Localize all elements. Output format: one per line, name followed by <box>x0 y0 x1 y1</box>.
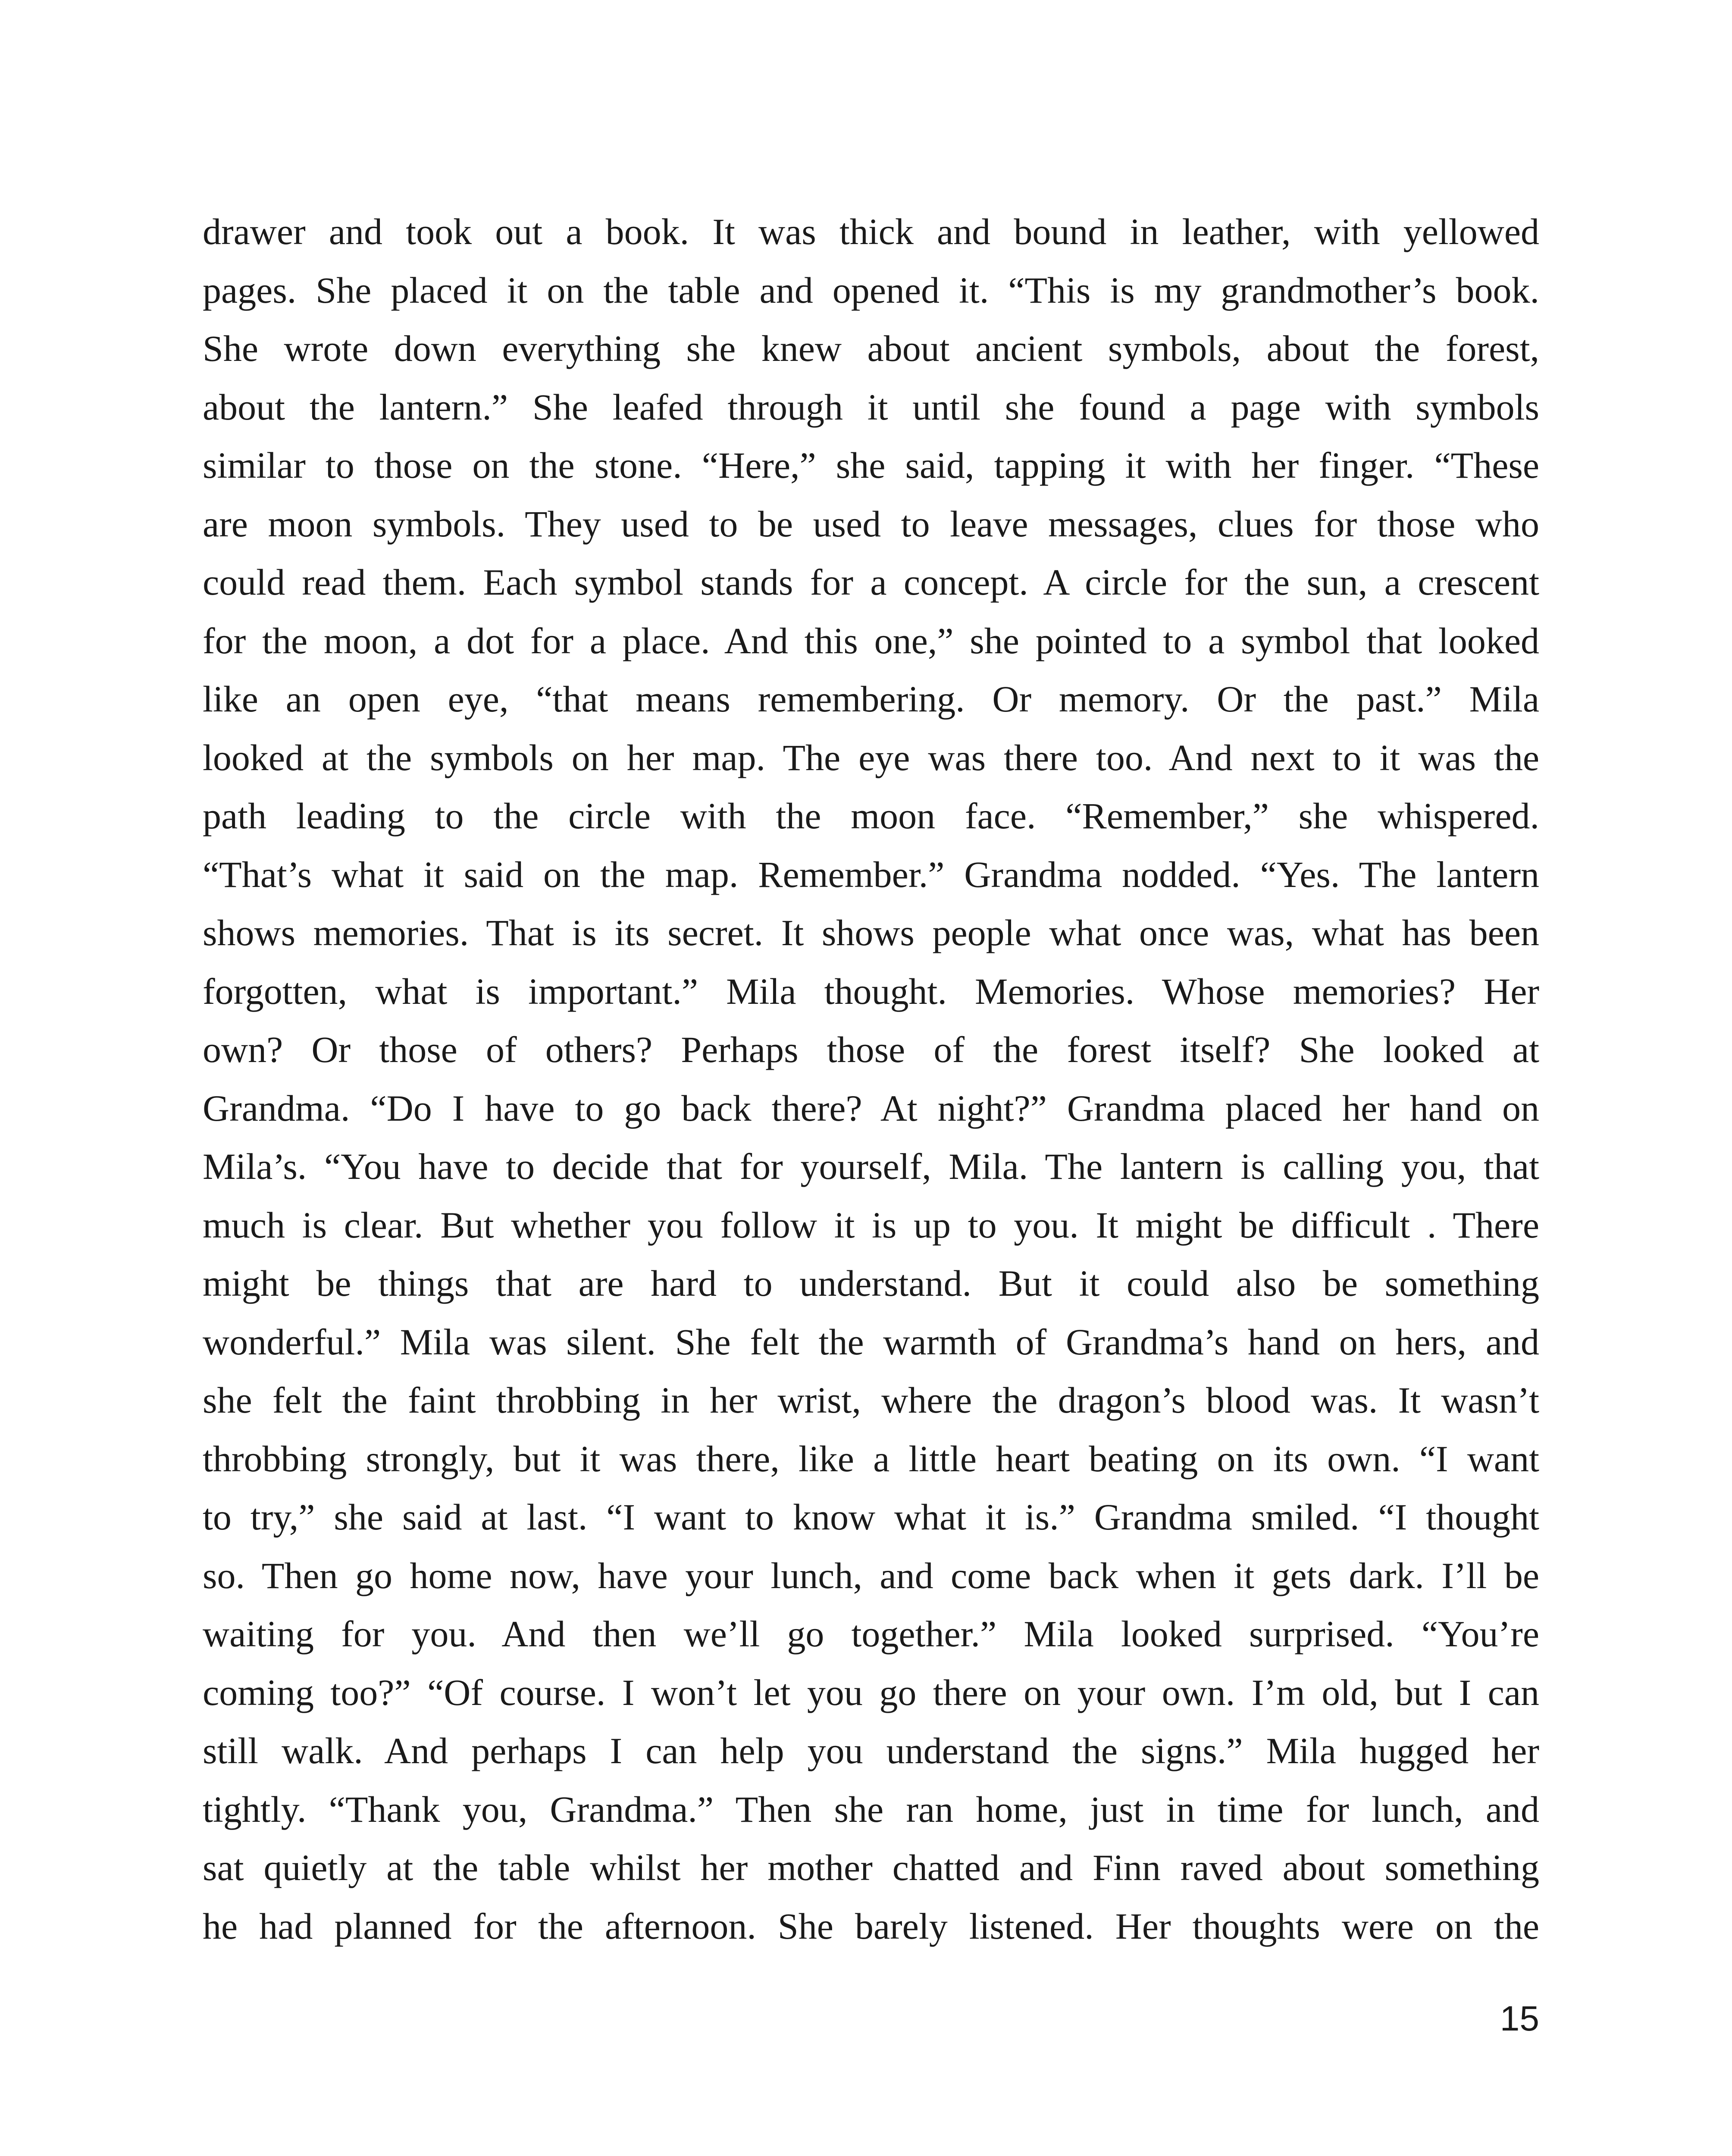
text-line: still walk. And perhaps I can help you understand the signs.” Mila hugged her <box>203 1730 1539 1771</box>
text-line: coming too?” “Of course. I won’t let you go there on your own. I’m old, but I can <box>203 1671 1539 1713</box>
text-line: forgotten, what is important.” Mila thought. Memories. Whose memories? Her <box>203 970 1539 1012</box>
text-line: Mila’s. “You have to decide that for yourself, Mila. The lantern is calling you, that <box>203 1146 1539 1187</box>
text-line: for the moon, a dot for a place. And this one,” she pointed to a symbol that looked <box>203 620 1539 661</box>
text-line: she felt the faint throbbing in her wrist, where the dragon’s blood was. It wasn’t <box>203 1379 1539 1421</box>
text-line: She wrote down everything she knew about ancient symbols, about the forest, <box>203 328 1539 369</box>
text-line: are moon symbols. They used to be used to leave messages, clues for those who <box>203 503 1539 545</box>
text-line: path leading to the circle with the moon face. “Remember,” she whispered. <box>203 795 1539 837</box>
text-line: throbbing strongly, but it was there, like a little heart beating on its own. “I want <box>203 1438 1539 1479</box>
text-line: tightly. “Thank you, Grandma.” Then she ran home, just in time for lunch, and <box>203 1788 1539 1830</box>
text-line: pages. She placed it on the table and opened it. “This is my grandmother’s book. <box>203 269 1539 311</box>
text-line: he had planned for the afternoon. She barely listened. Her thoughts were on the <box>203 1905 1539 1947</box>
text-line: shows memories. That is its secret. It shows people what once was, what has been <box>203 912 1539 953</box>
text-line: might be things that are hard to understand. But it could also be something <box>203 1263 1539 1304</box>
text-line: waiting for you. And then we’ll go together.” Mila looked surprised. “You’re <box>203 1613 1539 1655</box>
text-line: “That’s what it said on the map. Remember.” Grandma nodded. “Yes. The lantern <box>203 853 1539 895</box>
text-line: could read them. Each symbol stands for a concept. A circle for the sun, a crescent <box>203 561 1539 603</box>
page-number: 15 <box>1500 1999 1539 2038</box>
text-line: looked at the symbols on her map. The eye was there too. And next to it was the <box>203 736 1539 778</box>
text-line: like an open eye, “that means remembering. Or memory. Or the past.” Mila <box>203 678 1539 720</box>
text-line: own? Or those of others? Perhaps those of the forest itself? She looked at <box>203 1029 1539 1070</box>
text-line: sat quietly at the table whilst her mother chatted and Finn raved about something <box>203 1847 1539 1888</box>
text-line: drawer and took out a book. It was thick and bound in leather, with yellowed <box>203 211 1539 252</box>
page-body-text <box>203 203 1539 1955</box>
text-line: about the lantern.” She leafed through it until she found a page with symbols <box>203 386 1539 428</box>
text-line: much is clear. But whether you follow it is up to you. It might be difficult . There <box>203 1204 1539 1246</box>
text-line: to try,” she said at last. “I want to know what it is.” Grandma smiled. “I thought <box>203 1496 1539 1538</box>
text-line: wonderful.” Mila was silent. She felt the warmth of Grandma’s hand on hers, and <box>203 1321 1539 1363</box>
text-line: Grandma. “Do I have to go back there? At night?” Grandma placed her hand on <box>203 1087 1539 1129</box>
text-line: so. Then go home now, have your lunch, and come back when it gets dark. I’ll be <box>203 1554 1539 1596</box>
text-line: similar to those on the stone. “Here,” she said, tapping it with her finger. “These <box>203 445 1539 486</box>
